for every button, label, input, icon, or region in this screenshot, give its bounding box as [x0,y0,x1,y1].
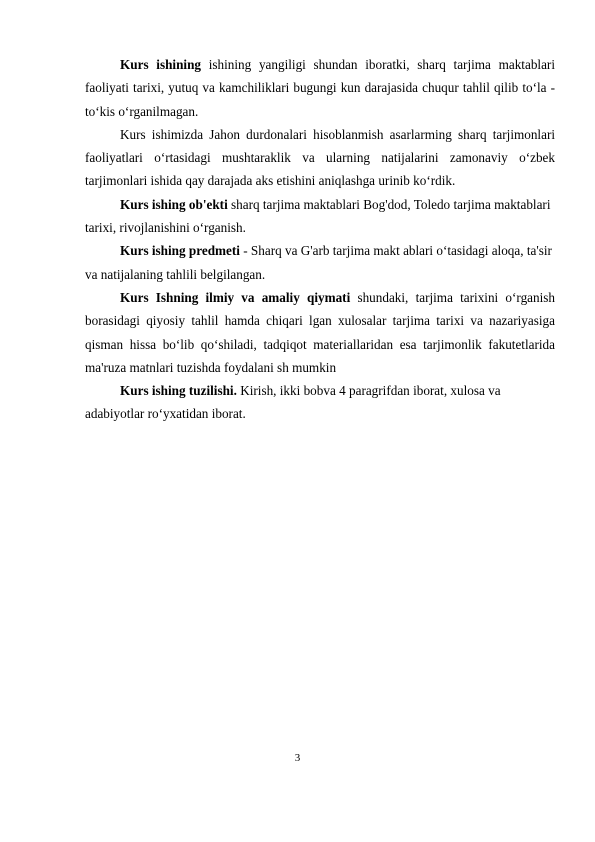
paragraph-object [85,193,555,240]
paragraph-novelty [85,53,555,123]
value-heading: Kurs Ishning ilmiy va amaliy qiymati [120,289,351,305]
paragraph-value [85,286,555,379]
aim-text: Kurs ishimizda Jahon durdonalari hisoblanmish asarlarming sharq tarjimonlari faoliyatlari o‘rtasidagi mushtaraklik va ularning natijalarini zamonaviy o‘zbek tarjimonlari ishida qay darajada aks etishini aniqlashga urinib ko‘rdik. [85,126,555,189]
novelty-heading: Kurs ishining [120,57,202,72]
subject-text: - Sharq va G'arb tarjima makt ablari o‘tasidagi aloqa, ta'sir va natijalaning tahlili belgilangan. [85,243,552,282]
subject-heading: Kurs ishing predmeti [120,243,240,259]
body-text [85,53,555,426]
object-heading: Kurs ishing ob'ekti [120,196,228,212]
novelty-text: ishining yangiligi shundan iboratki, sharq tarjima maktablari faoliyati tarixi, yutuq va kamchiliklari bugungi kun darajasida chuqur tahlil qilib to‘la -to‘kis o‘rganilmagan. [85,57,555,119]
paragraph-subject [85,239,555,286]
paragraph-aim [85,123,555,193]
structure-text: Kirish, ikki bobva 4 paragrifdan iborat, xulosa va adabiyotlar ro‘yxatidan iborat. [85,383,501,422]
structure-heading: Kurs ishing tuzilishi. [120,383,237,399]
page-number: 3 [294,752,301,764]
value-text: shundaki, tarjima tarixini o‘rganish borasidagi qiyosiy tahlil hamda chiqari lgan xulosalar tarjima tarixi va nazariyasiga qisman hissa bo‘lib qo‘shiladi, tadqiqot materiallaridan esa tarjimonlik fakutetlarida ma'ruza matnlari tuzishda foydalani sh mumkin [85,289,555,375]
object-text: sharq tarjima maktablari Bog'dod, Toledo tarjima maktablari tarixi, rivojlanishini o‘rganish. [85,196,551,236]
paragraph-structure [85,379,555,426]
